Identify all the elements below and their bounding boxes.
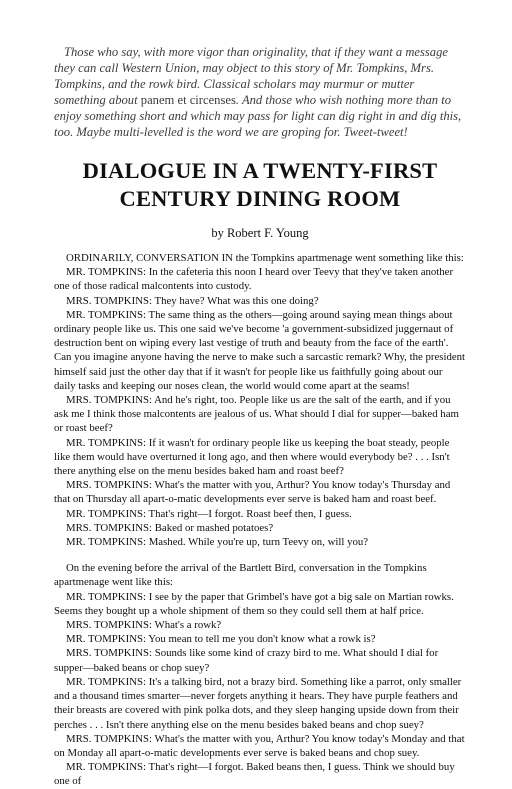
title-line-2: CENTURY DINING ROOM — [119, 186, 401, 211]
paragraph: MR. TOMPKINS: It's a talking bird, not a brazy bird. Something like a parrot, only smaller and a thousand times smarter—never forgets anything it hears. They have purple feathers and their breasts are covered with pink polka dots, and they sleep hanging upside down from their perches . . . Isn't there anything else on the menu besides baked beans and chop suey? — [54, 675, 462, 731]
title-line-1: DIALOGUE IN A TWENTY-FIRST — [82, 158, 438, 183]
paragraph: MRS. TOMPKINS: Baked or mashed potatoes? — [66, 521, 274, 534]
paragraph: MR. TOMPKINS: You mean to tell me you don't know what a rowk is? — [66, 633, 376, 646]
paragraph: MR. TOMPKINS: The same thing as the others—going around saying mean things about ordinary people like us. This one said we've become 'a government-subsidized juggernaut of destruction bent on wiping every last vestige of truth and beauty from the face of the earth'. Can you imagine anyone having the nerve to make such a sarcastic remark? Why, the president himself said just the other day that if it wasn't for people like us faithfully going about our daily tasks and keeping our noses clean, the world would come apart at the seams! — [54, 308, 466, 392]
story-body — [54, 251, 466, 789]
section-gap — [54, 549, 466, 561]
paragraph: MR. TOMPKINS: That's right—I forgot. Roast beef then, I guess. — [66, 507, 352, 520]
paragraph: MRS. TOMPKINS: What's the matter with you, Arthur? You know today's Monday and that on Monday all apart-o-matic developments ever serve is baked beans and chop suey. — [54, 732, 465, 759]
paragraph: MR. TOMPKINS: I see by the paper that Grimbel's have got a big sale on Martian rowks. Seems they bought up a whole shipment of them so they could sell them at half price. — [54, 590, 454, 617]
intro-part-1: Those who say, with more vigor than originality, that if they want a message they can call Western Union, may object to this story of Mr. Tompkins, Mrs. Tompkins, and the rowk bird. Classical scholars may murmur or mutter something about — [54, 45, 448, 107]
paragraph: MRS. TOMPKINS: Sounds like some kind of crazy bird to me. What should I dial for supper—baked beans or chop suey? — [54, 647, 439, 674]
paragraph: MRS. TOMPKINS: And he's right, too. People like us are the salt of the earth, and if you ask me I think those malcontents are jealous of us. What should I dial for supper—baked ham or roast beef? — [54, 394, 459, 435]
story-title — [54, 157, 466, 213]
paragraph: MRS. TOMPKINS: What's a rowk? — [66, 619, 222, 632]
paragraph: On the evening before the arrival of the Bartlett Bird, conversation in the Tompkins apartmenage went like this: — [54, 562, 427, 589]
paragraph: MR. TOMPKINS: That's right—I forgot. Baked beans then, I guess. Think we should buy one of — [54, 761, 455, 788]
paragraph: MR. TOMPKINS: If it wasn't for ordinary people like us keeping the boat steady, people like them would have overturned it long ago, and then where would everybody be? . . . Isn't there anything else on the menu besides baked ham and roast beef? — [54, 436, 450, 478]
byline: by Robert F. Young — [211, 226, 309, 240]
paragraph: MRS. TOMPKINS: They have? What was this one doing? — [66, 294, 319, 307]
paragraph: MR. TOMPKINS: Mashed. While you're up, turn Teevy on, will you? — [66, 536, 369, 549]
paragraph: ORDINARILY, CONVERSATION IN the Tompkins apartmenage went something like this: — [66, 252, 464, 264]
paragraph: MR. TOMPKINS: In the cafeteria this noon I heard over Teevy that they've taken another one of those radical malcontents into custody. — [54, 266, 454, 293]
intro-latin-phrase: panem et circenses — [140, 93, 236, 107]
intro-part-2: . And those who wish nothing more than to enjoy something short and which may pass for light can dig right in and dig this, too. Maybe multi-levelled is the word we are groping for. Tweet-tweet! — [54, 93, 462, 139]
intro-note — [54, 44, 466, 140]
paragraph: MRS. TOMPKINS: What's the matter with you, Arthur? You know today's Thursday and that on Thursday all apart-o-matic developments ever serve is baked ham and roast beef. — [54, 479, 451, 506]
